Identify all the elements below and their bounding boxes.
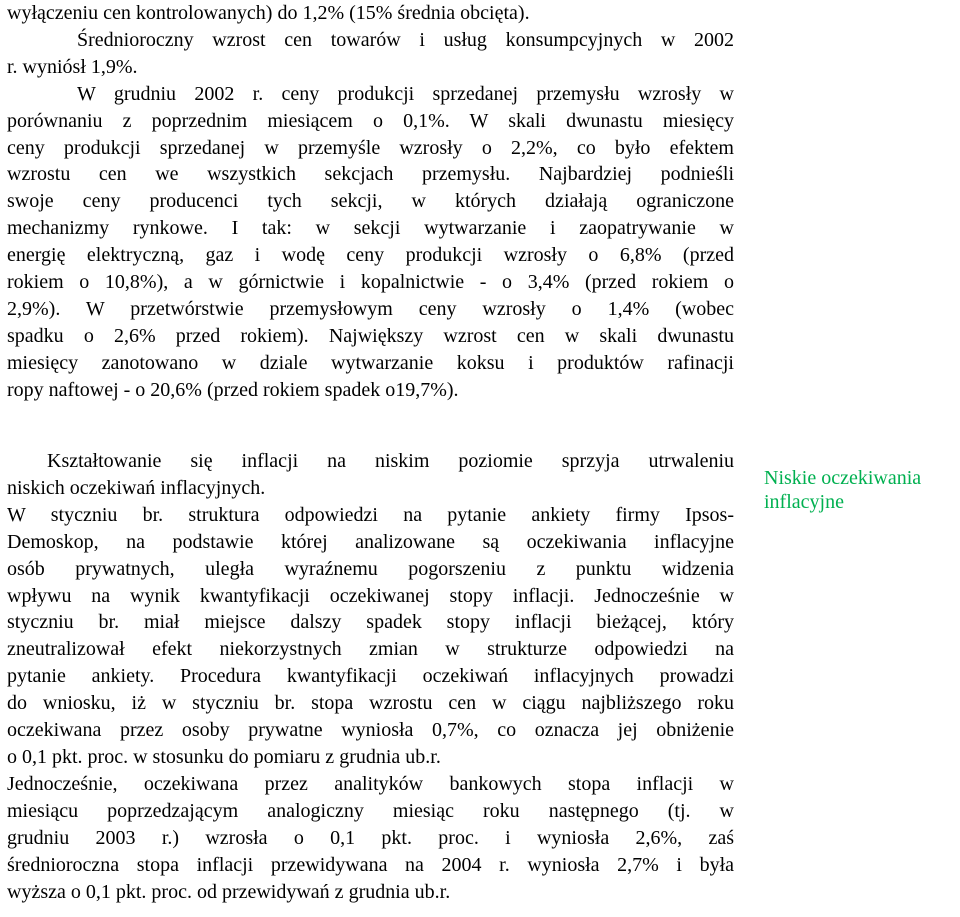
text-line: r. wyniósł 1,9%.: [7, 55, 138, 78]
section-price-statistics: [7, 0, 734, 404]
text-line: wyższa o 0,1 pkt. proc. od przewidywań z grudnia ub.r.: [7, 880, 451, 903]
text-line: pytanie ankiety. Procedura kwantyfikacji oczekiwań inflacyjnych prowadzi: [7, 665, 734, 688]
text-line: 2,9%). W przetwórstwie przemysłowym ceny wzrosły o 1,4% (wobec: [7, 297, 734, 320]
text-line: oczekiwana przez osoby prywatne wyniosła 0,7%, co oznacza jej obniżenie: [7, 719, 734, 742]
text-line: o 0,1 pkt. proc. w stosunku do pomiaru z grudnia ub.r.: [7, 745, 441, 768]
text-line: grudniu 2003 r.) wzrosła o 0,1 pkt. proc. i wyniosła 2,6%, zaś: [7, 826, 734, 849]
text-line: W grudniu 2002 r. ceny produkcji sprzedanej przemysłu wzrosły w: [77, 82, 734, 105]
text-line: średnioroczna stopa inflacji przewidywana na 2004 r. wyniosła 2,7% i była: [7, 853, 734, 876]
text-line: mechanizmy rynkowe. I tak: w sekcji wytwarzanie i zaopatrywanie w: [7, 217, 734, 240]
text-line: Średnioroczny wzrost cen towarów i usług konsumpcyjnych w 2002: [77, 28, 734, 51]
text-line: ceny produkcji sprzedanej w przemyśle wzrosły o 2,2%, co było efektem: [7, 136, 734, 159]
text-line: niskich oczekiwań inflacyjnych.: [7, 476, 266, 499]
text-line: porównaniu z poprzednim miesiącem o 0,1%. W skali dwunastu miesięcy: [7, 109, 734, 132]
text-line: miesiącu poprzedzającym analogiczny miesiąc roku następnego (tj. w: [7, 799, 734, 822]
text-line: rokiem o 10,8%), a w górnictwie i kopalnictwie - o 3,4% (przed rokiem o: [7, 271, 734, 294]
text-line: ropy naftowej - o 20,6% (przed rokiem spadek o19,7%).: [7, 378, 459, 401]
margin-note: [764, 466, 960, 514]
text-line: energię elektryczną, gaz i wodę ceny produkcji wzrosły o 6,8% (przed: [7, 244, 734, 267]
text-line: W styczniu br. struktura odpowiedzi na pytanie ankiety firmy Ipsos-: [7, 503, 734, 526]
text-line: wzrostu cen we wszystkich sekcjach przemysłu. Najbardziej podnieśli: [7, 163, 734, 186]
text-line: styczniu br. miał miejsce dalszy spadek stopy inflacji bieżącej, który: [7, 611, 734, 634]
text-line: wpływu na wynik kwantyfikacji oczekiwanej stopy inflacji. Jednocześnie w: [7, 584, 734, 607]
text-line: Jednocześnie, oczekiwana przez analityków bankowych stopa inflacji w: [7, 772, 734, 795]
margin-note-line: inflacyjne: [764, 491, 844, 513]
text-line: swoje ceny producenci tych sekcji, w których działają ograniczone: [7, 190, 734, 213]
margin-note-line: Niskie oczekiwania: [764, 467, 922, 489]
text-line: wyłączeniu cen kontrolowanych) do 1,2% (15% średnia obcięta).: [7, 2, 530, 24]
text-line: osób prywatnych, uległa wyraźnemu pogorszeniu z punktu widzenia: [7, 557, 734, 580]
text-line: spadku o 2,6% przed rokiem). Największy wzrost cen w skali dwunastu: [7, 324, 734, 347]
text-line: zneutralizował efekt niekorzystnych zmian w strukturze odpowiedzi na: [7, 638, 734, 661]
text-line: Demoskop, na podstawie której analizowane są oczekiwania inflacyjne: [7, 530, 734, 553]
text-line: do wniosku, iż w styczniu br. stopa wzrostu cen w ciągu najbliższego roku: [7, 692, 734, 715]
text-line: miesięcy zanotowano w dziale wytwarzanie koksu i produktów rafinacji: [7, 351, 734, 374]
section-inflation-expectations: [7, 448, 734, 905]
text-line: Kształtowanie się inflacji na niskim poziomie sprzyja utrwaleniu: [47, 450, 734, 472]
